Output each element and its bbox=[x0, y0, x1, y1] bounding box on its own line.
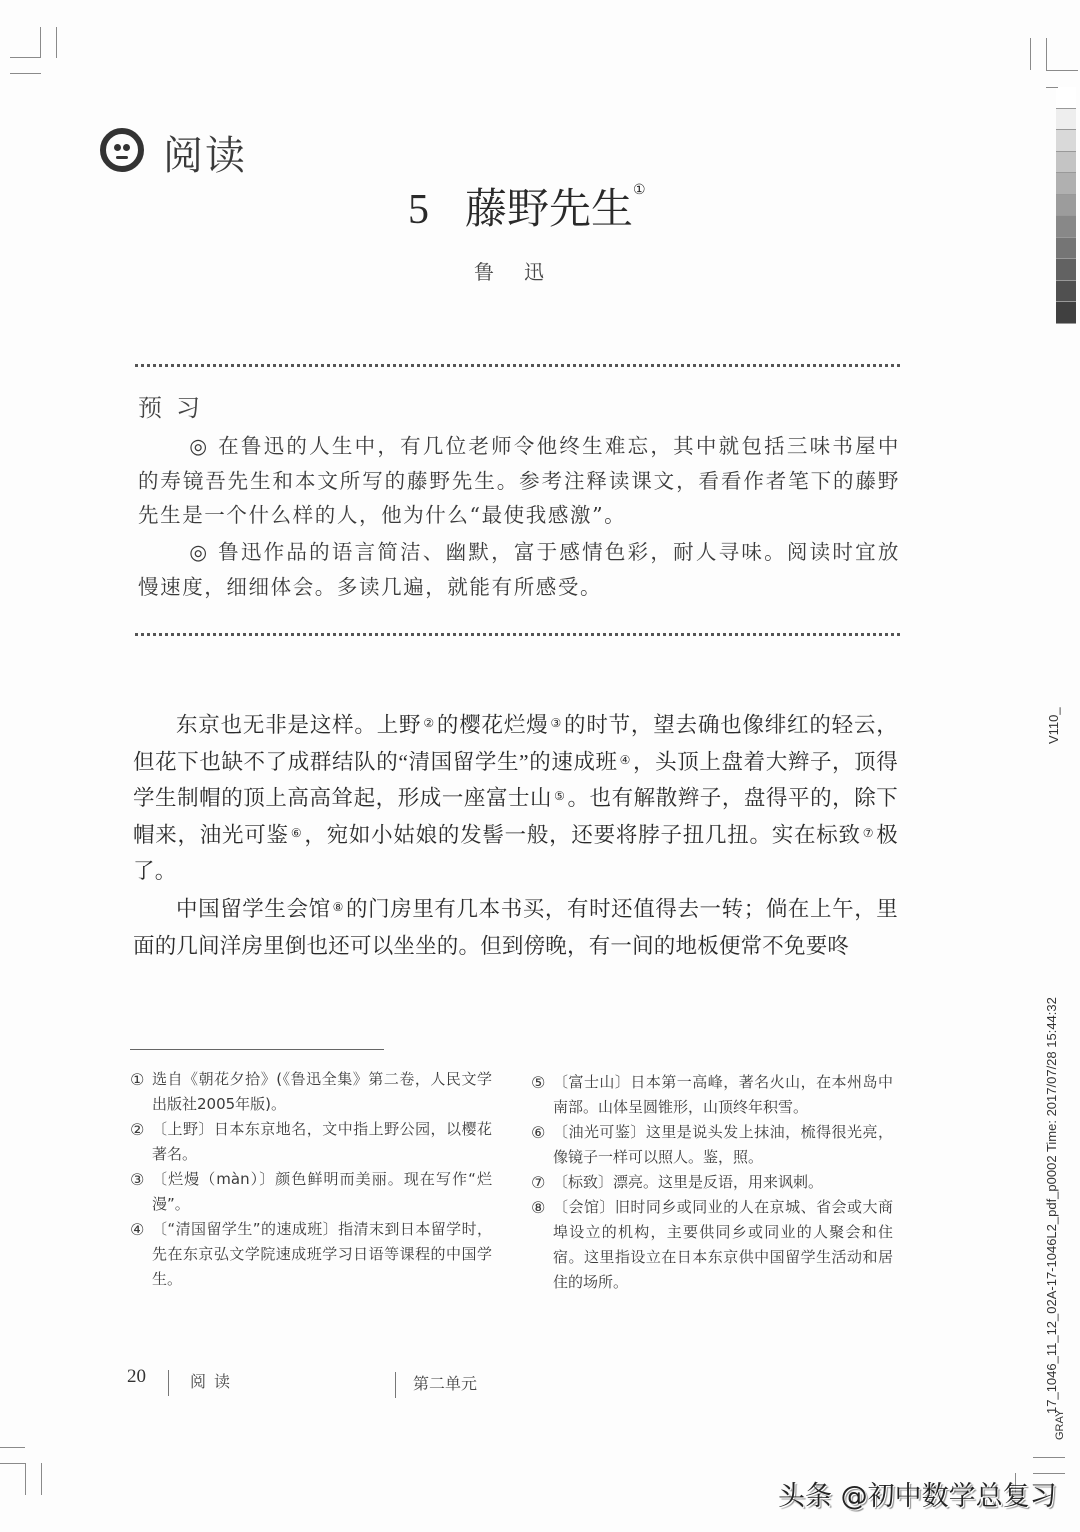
crop-mark bbox=[1033, 1457, 1065, 1458]
footnotes-left-column bbox=[130, 1067, 492, 1292]
crop-mark bbox=[40, 27, 41, 58]
preview-heading: 预习 bbox=[138, 394, 214, 422]
gray-swatch bbox=[1056, 302, 1076, 324]
lesson-title bbox=[408, 176, 646, 236]
footer-unit-label: 第二单元 bbox=[413, 1374, 478, 1393]
preview-paragraph: ◎ 在鲁迅的人生中，有几位老师令他终生难忘，其中就包括三味书屋中的寿镜吾先生和本文所写的藤野先生。参考注释读课文，看看作者笔下的藤野先生是一个什么样的人，他为什么“最使我感激”。 bbox=[138, 434, 900, 527]
crop-mark bbox=[1030, 38, 1031, 70]
section-title: 阅读 bbox=[163, 133, 247, 179]
footnote-ref[interactable]: ④ bbox=[619, 752, 632, 767]
footnote-item: ⑥ 〔油光可鉴〕这里是说头发上抹油，梳得很光亮，像镜子一样可以照人。鉴，照。 bbox=[531, 1123, 893, 1166]
gray-swatch bbox=[1056, 238, 1076, 260]
body-paragraph: 东京也无非是这样。上野 ②的樱花烂熳 ③的时节，望去确也像绯红的轻云，但花下也缺不了成群结队的“清国留学生”的速成班 ④，头顶上盘着大辫子，顶得学生制帽的顶上高高耸起，形成一座富士山 ⑤。也有解散辫子，盘得平的，除下帽来，油光可鉴 ⑥，宛如小姑娘的发髻一般，还要将脖子扭几扭。实在标致 ⑦极了。 bbox=[133, 713, 898, 883]
lesson-title-text: 藤野先生 bbox=[465, 184, 634, 233]
crop-mark bbox=[1046, 38, 1047, 70]
crop-mark bbox=[41, 1463, 42, 1495]
crop-mark bbox=[10, 73, 41, 74]
footnote-ref[interactable]: ⑥ bbox=[290, 825, 303, 840]
gray-swatch bbox=[1056, 87, 1076, 109]
footnote-item: ③ 〔烂熳（màn）〕颜色鲜明而美丽。现在写作“烂漫”。 bbox=[130, 1170, 492, 1213]
lesson-number: 5 bbox=[408, 187, 429, 233]
footnote-ref[interactable]: ⑤ bbox=[554, 789, 566, 803]
footnote-item: ① 选自《朝花夕拾》(《鲁迅全集》第二卷，人民文学出版社2005年版)。 bbox=[130, 1070, 492, 1113]
footnote-item: ④ 〔“清国留学生”的速成班〕指清末到日本留学时，先在东京弘文学院速成班学习日语等课程的中国学生。 bbox=[130, 1220, 492, 1288]
gray-scale-strip bbox=[1056, 87, 1076, 324]
version-label: V110_ bbox=[1046, 707, 1061, 744]
footnote-ref[interactable]: ③ bbox=[550, 716, 563, 730]
footnote-item: ⑤ 〔富士山〕日本第一高峰，著名火山，在本州岛中南部。山体呈圆锥形，山顶终年积雪。 bbox=[531, 1073, 893, 1116]
footnote-ref[interactable]: ⑧ bbox=[332, 900, 345, 914]
crop-mark bbox=[1046, 87, 1058, 88]
gray-swatch bbox=[1056, 195, 1076, 217]
crop-mark bbox=[56, 27, 57, 58]
footnote-ref[interactable]: ② bbox=[423, 716, 435, 730]
gray-swatch bbox=[1056, 281, 1076, 303]
preview-paragraph: ◎ 鲁迅作品的语言简洁、幽默，富于感情色彩，耐人寻味。阅读时宜放慢速度，细细体会。多读几遍，就能有所感受。 bbox=[138, 540, 900, 599]
gray-swatch bbox=[1056, 259, 1076, 281]
page-number: 20 bbox=[127, 1366, 146, 1387]
body-paragraph: 中国留学生会馆 ⑧的门房里有几本书买，有时还值得去一转；倘在上午，里面的几间洋房里倒也还可以坐坐的。但到傍晚，有一间的地板便常不免要咚 bbox=[133, 897, 898, 958]
footnotes-right-column bbox=[531, 1070, 893, 1295]
footnote-item: ② 〔上野〕日本东京地名，文中指上野公园，以樱花著名。 bbox=[130, 1120, 492, 1163]
author-name: 鲁迅 bbox=[474, 260, 574, 284]
footnote-item: ⑧ 〔会馆〕旧时同乡或同业的人在京城、省会或大商埠设立的机构，主要供同乡或同业的人聚会和住宿。这里指设立在日本东京供中国留学生活动和居住的场所。 bbox=[531, 1198, 893, 1291]
footer-divider bbox=[168, 1370, 169, 1396]
dotted-divider bbox=[135, 633, 900, 636]
gray-swatch bbox=[1056, 152, 1076, 174]
footer-divider bbox=[395, 1372, 396, 1398]
crop-mark bbox=[10, 57, 41, 58]
crop-mark bbox=[1046, 70, 1078, 71]
watermark: 头条 @初中数学总复习 bbox=[778, 1481, 1057, 1512]
footnote-rule bbox=[130, 1049, 384, 1050]
print-info: 17_1046_11_12_02A-17-1046L2_pdf_p0002 Time: 2017/07/28 15:44:32 bbox=[1044, 997, 1059, 1414]
footer-section-label: 阅读 bbox=[190, 1372, 239, 1391]
gray-swatch bbox=[1056, 173, 1076, 195]
gray-swatch bbox=[1056, 216, 1076, 238]
footnote-ref[interactable]: ⑦ bbox=[862, 825, 875, 840]
footnote-ref[interactable]: ① bbox=[633, 182, 646, 198]
color-mode-label: GRAY bbox=[1054, 1409, 1066, 1440]
footnote-item: ⑦ 〔标致〕漂亮。这里是反语，用来讽刺。 bbox=[531, 1173, 824, 1192]
dotted-divider bbox=[135, 364, 900, 367]
crop-mark bbox=[0, 1463, 25, 1464]
gray-swatch bbox=[1056, 109, 1076, 131]
crop-mark bbox=[0, 1447, 25, 1448]
crop-mark bbox=[25, 1463, 26, 1495]
gray-swatch bbox=[1056, 130, 1076, 152]
smiley-face-icon bbox=[100, 128, 144, 172]
